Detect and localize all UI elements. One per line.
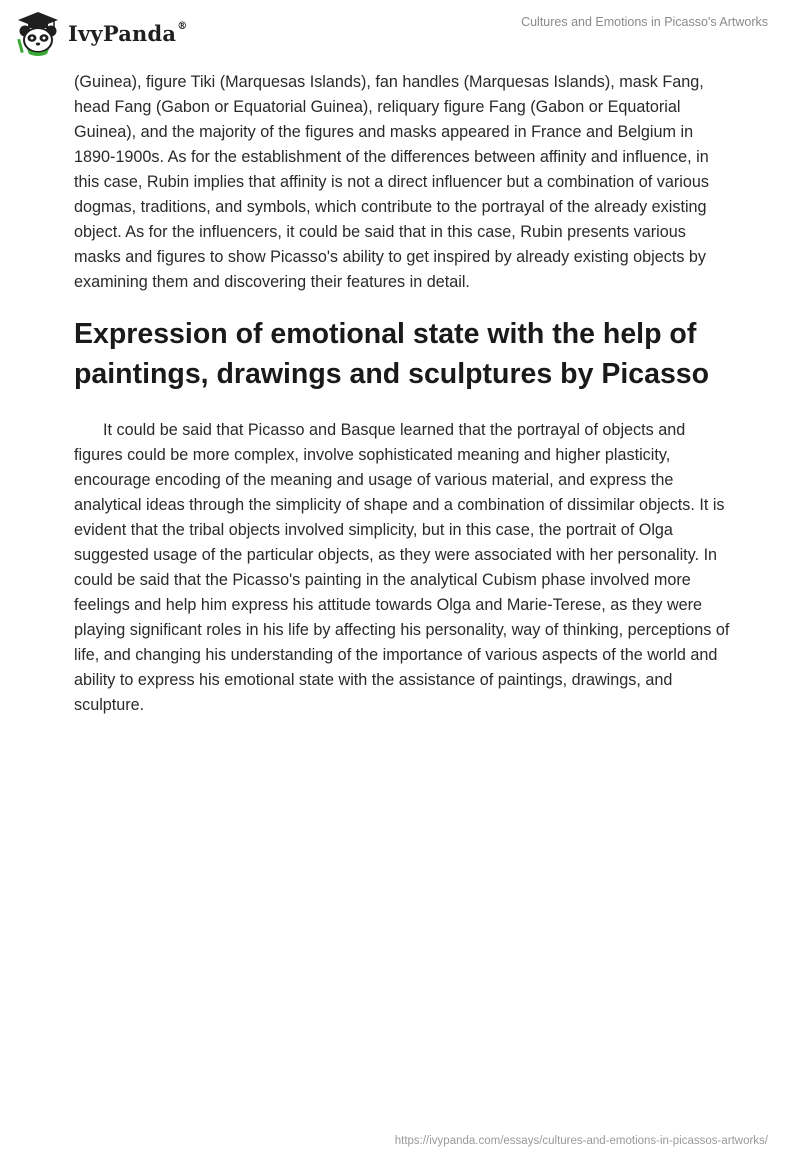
essay-content [74,70,730,718]
body-paragraph: (Guinea), figure Tiki (Marquesas Islands), fan handles (Marquesas Islands), mask Fang, head Fang (Gabon or Equatorial Guinea), reliquary figure Fang (Gabon or Equatorial Guinea), and the majority of the figures and masks appeared in France and Belgium in 1890-1900s. As for the establishment of the differences between affinity and influence, in this case, Rubin implies that affinity is not a direct influencer but a combination of various dogmas, traditions, and symbols, which contribute to the portrayal of the already existing object. As for the influencers, it could be said that in this case, Rubin presents various masks and figures to show Picasso's ability to get inspired by already existing objects by examining them and discovering their features in detail. [74,73,709,291]
panda-graduate-icon [14,9,62,57]
page-header [0,0,800,66]
document-title: Cultures and Emotions in Picasso's Artworks [521,15,768,29]
ivypanda-logo[interactable] [14,8,187,58]
source-url[interactable]: https://ivypanda.com/essays/cultures-and-emotions-in-picassos-artworks/ [394,1135,768,1147]
section-heading: Expression of emotional state with the help of paintings, drawings and sculptures by Picasso [74,318,710,390]
logo-wordmark: IvyPanda® [68,20,188,46]
body-paragraph: It could be said that Picasso and Basque learned that the portrayal of objects and figures could be more complex, involve sophisticated meaning and higher plasticity, encourage encoding of the meaning and usage of various material, and express the analytical ideas through the simplicity of shape and a combination of dissimilar objects. It is evident that the tribal objects involved simplicity, but in this case, the portrait of Olga suggested usage of the particular objects, as they were associated with her personality. In could be said that the Picasso's painting in the analytical Cubism phase involved more feelings and help him express his attitude towards Olga and Marie-Terese, as they were playing significant roles in his life by affecting his personality, way of thinking, perceptions of life, and changing his understanding of the importance of various aspects of the world and ability to express his emotional state with the assistance of paintings, drawings, and sculpture. [74,421,730,714]
